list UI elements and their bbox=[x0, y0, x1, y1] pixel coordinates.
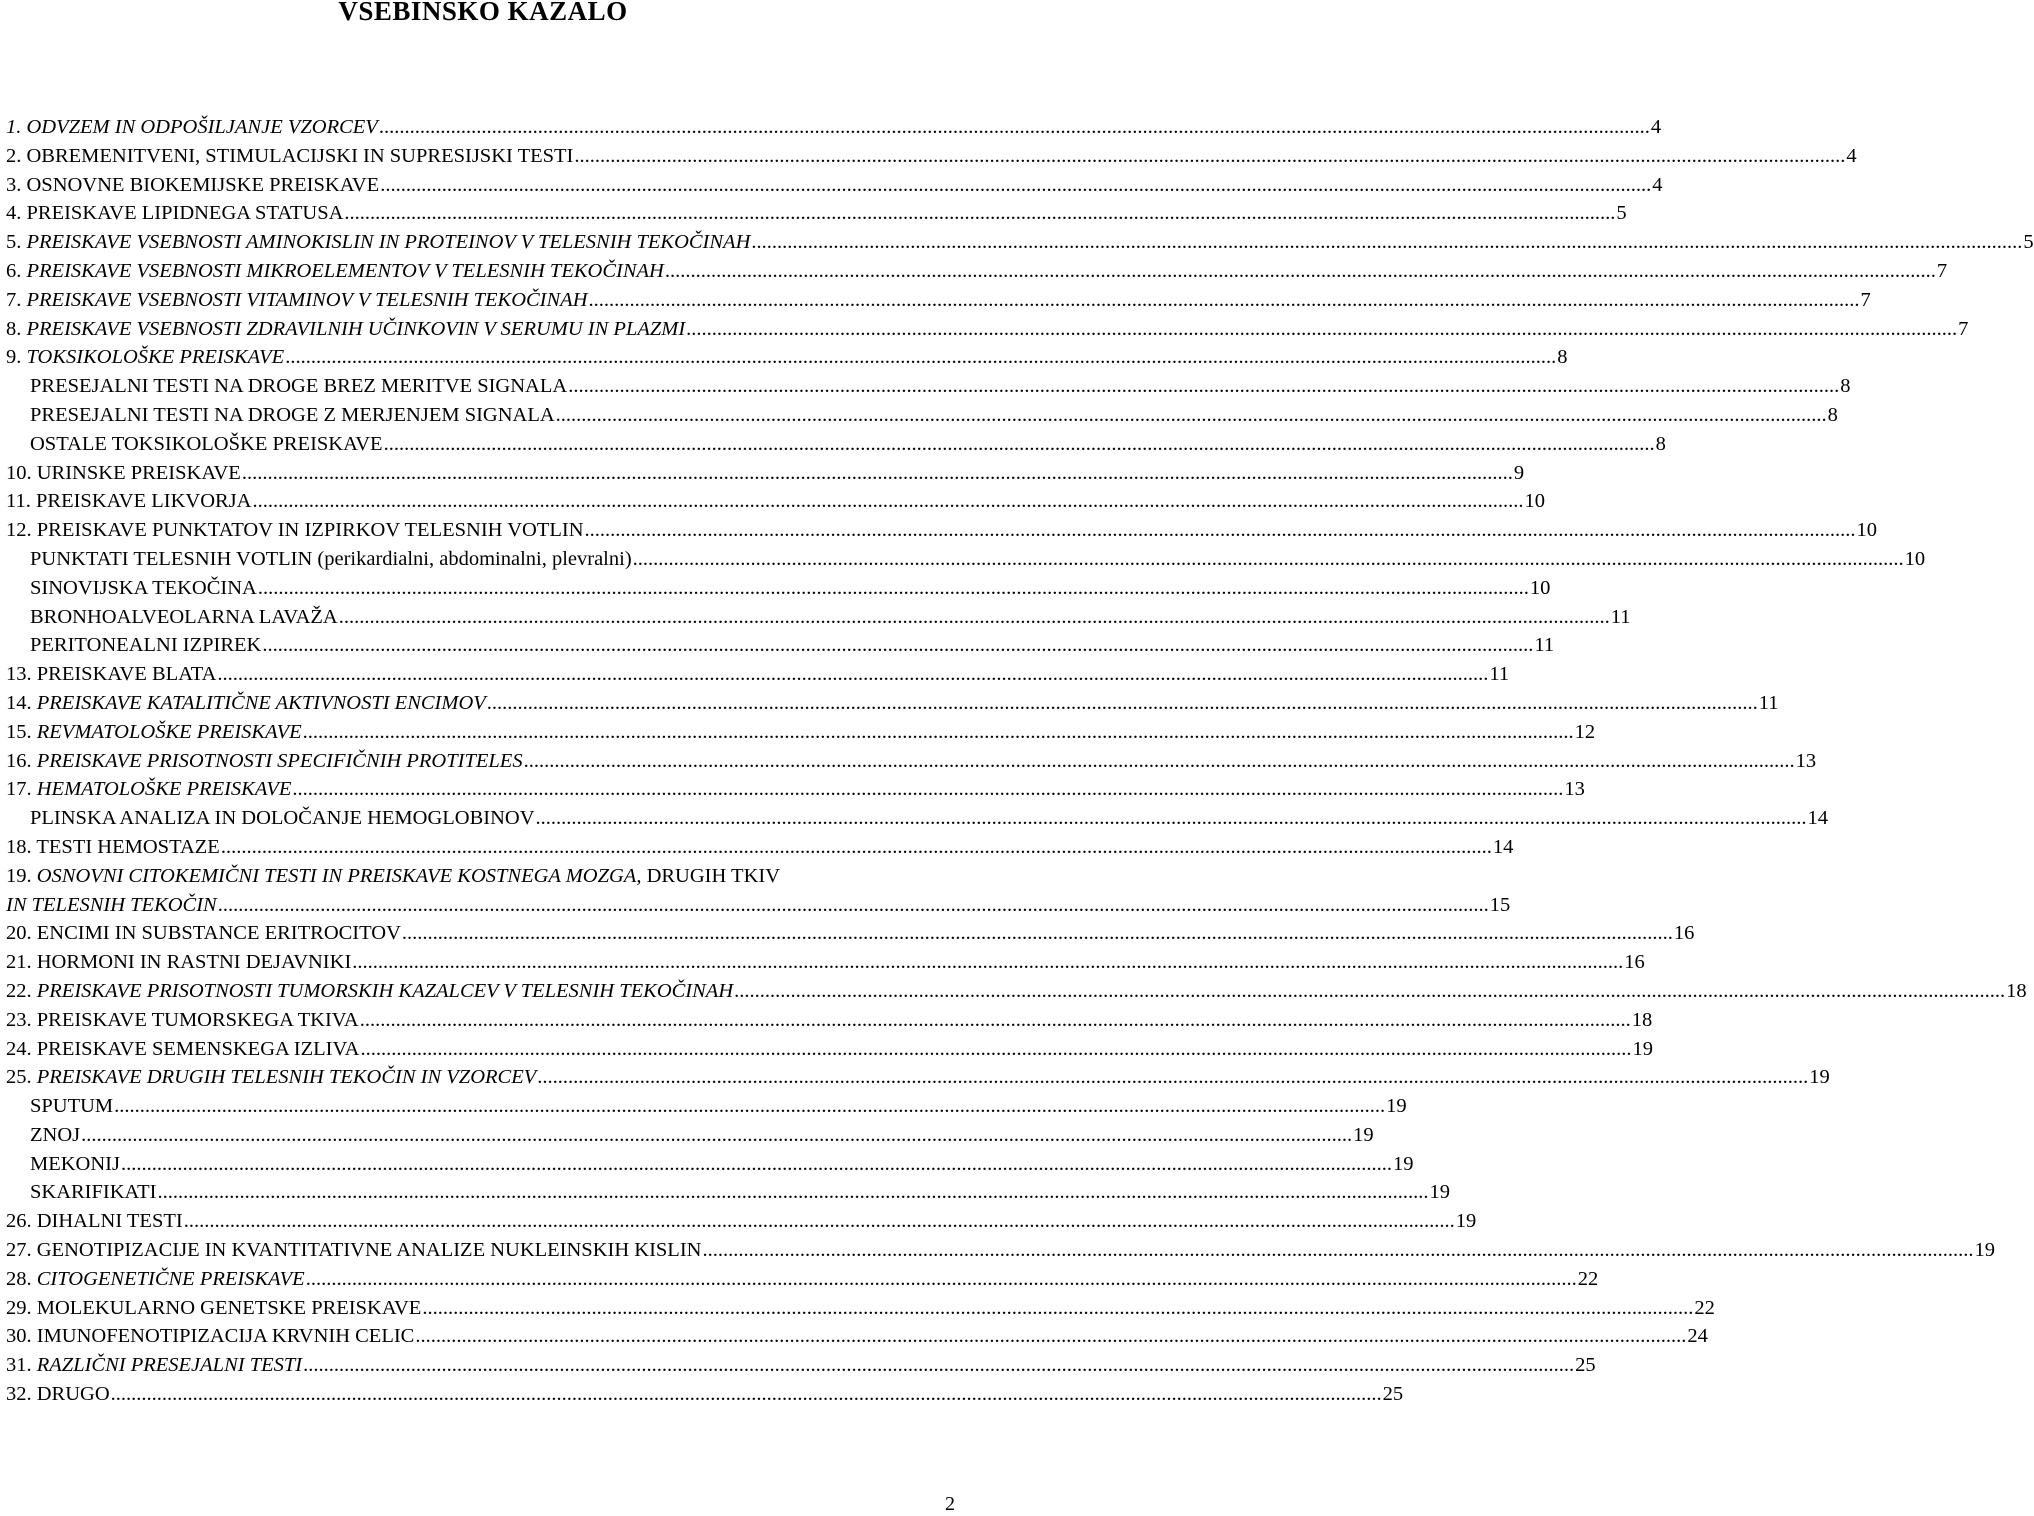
toc-entry-title-cont: DRUGIH TKIV bbox=[641, 864, 781, 887]
toc-entry[interactable] bbox=[6, 459, 1525, 488]
toc-entry-title: IMUNOFENOTIPIZACIJA KRVNIH CELIC bbox=[36, 1325, 415, 1348]
dot-leader bbox=[384, 430, 1655, 459]
document-title: VSEBINSKO KAZALO bbox=[338, 0, 628, 26]
toc-entry-number: 27. bbox=[6, 1239, 37, 1262]
toc-subentry[interactable] bbox=[6, 1092, 1407, 1121]
dot-leader bbox=[344, 199, 1615, 228]
toc-entry-page: 10 bbox=[1524, 490, 1545, 513]
toc-entry[interactable] bbox=[6, 1380, 1404, 1409]
dot-leader bbox=[665, 257, 1936, 286]
toc-entry[interactable] bbox=[6, 1322, 1708, 1351]
toc-entry-number: 11. bbox=[6, 490, 36, 513]
dot-leader bbox=[285, 343, 1556, 372]
toc-entry-title: HEMATOLOŠKE PREISKAVE bbox=[36, 778, 292, 801]
toc-entry-title: PREISKAVE DRUGIH TELESNIH TEKOČIN IN VZORCEV bbox=[36, 1066, 537, 1089]
toc-entry-page: 4 bbox=[1650, 116, 1662, 138]
toc-entry-page: 5 bbox=[2023, 231, 2034, 254]
toc-subentry[interactable] bbox=[6, 603, 1631, 632]
toc-entry-title: TOKSIKOLOŠKE PREISKAVE bbox=[26, 346, 285, 369]
toc-entry-page: 14 bbox=[1492, 835, 1514, 858]
toc-entry-title: PREISKAVE SEMENSKEGA IZLIVA bbox=[36, 1037, 360, 1060]
dot-leader bbox=[536, 804, 1807, 833]
toc-subentry[interactable] bbox=[6, 430, 1666, 459]
toc-entry-number: 22. bbox=[6, 979, 37, 1002]
toc-entry-number: 28. bbox=[6, 1267, 37, 1290]
toc-entry[interactable] bbox=[6, 286, 1871, 315]
dot-leader bbox=[242, 459, 1513, 488]
dot-leader bbox=[121, 1150, 1392, 1179]
dot-leader bbox=[81, 1121, 1352, 1150]
toc-entry-page: 19 bbox=[1429, 1181, 1450, 1204]
toc-entry-number: 3. bbox=[6, 173, 27, 196]
toc-entry-page: 7 bbox=[1936, 259, 1948, 282]
toc-entry[interactable] bbox=[6, 689, 1779, 718]
toc-subentry[interactable] bbox=[6, 545, 1926, 574]
toc-entry[interactable] bbox=[6, 142, 1857, 171]
toc-entry-page: 8 bbox=[1557, 346, 1568, 369]
toc-entry-title: PREISKAVE VSEBNOSTI ZDRAVILNIH UČINKOVIN V SERUMU IN PLAZMI bbox=[26, 317, 686, 340]
toc-entry[interactable] bbox=[6, 315, 1969, 344]
toc-entry-page: 11 bbox=[1758, 691, 1779, 714]
toc-entry-title: OSTALE TOKSIKOLOŠKE PREISKAVE bbox=[30, 432, 383, 455]
toc-subentry[interactable] bbox=[6, 1150, 1414, 1179]
dot-leader bbox=[402, 919, 1673, 948]
toc-entry-page: 11 bbox=[1610, 605, 1631, 628]
toc-entry-page: 22 bbox=[1694, 1296, 1715, 1319]
dot-leader bbox=[303, 1351, 1574, 1380]
dot-leader bbox=[114, 1092, 1385, 1121]
toc-entry-number: 20. bbox=[6, 922, 37, 945]
toc-entry-page: 10 bbox=[1856, 519, 1878, 542]
toc-entry-page: 25 bbox=[1575, 1354, 1596, 1377]
toc-entry-title: PREISKAVE KATALITIČNE AKTIVNOSTI ENCIMOV bbox=[36, 691, 486, 714]
toc-entry[interactable] bbox=[6, 113, 1662, 142]
toc-entry-page: 4 bbox=[1846, 144, 1857, 167]
dot-leader bbox=[415, 1322, 1686, 1351]
toc-entry-number: 15. bbox=[6, 720, 37, 743]
toc-entry-title: PREISKAVE LIPIDNEGA STATUSA bbox=[26, 202, 344, 225]
dot-leader bbox=[568, 372, 1839, 401]
toc-entry-page: 7 bbox=[1860, 288, 1871, 311]
dot-leader bbox=[524, 747, 1795, 776]
toc-entry-number: 31. bbox=[6, 1354, 37, 1377]
dot-leader bbox=[380, 171, 1651, 200]
toc-entry-number: 30. bbox=[6, 1325, 37, 1348]
toc-entry-page: 16 bbox=[1673, 922, 1695, 945]
dot-leader bbox=[751, 228, 2022, 257]
toc-entry-page: 16 bbox=[1624, 951, 1645, 974]
toc-entry-title: PREISKAVE PUNKTATOV IN IZPIRKOV TELESNIH VOTLIN bbox=[36, 519, 584, 542]
toc-entry-page: 24 bbox=[1687, 1325, 1708, 1348]
toc-entry[interactable] bbox=[6, 660, 1510, 689]
toc-entry-number: 7. bbox=[6, 288, 27, 311]
toc-entry-number: 16. bbox=[6, 749, 37, 772]
toc-entry[interactable] bbox=[6, 775, 1585, 804]
toc-entry[interactable] bbox=[6, 1063, 1830, 1092]
toc-entry-title: PERITONEALNI IZPIREK bbox=[30, 634, 262, 657]
toc-entry[interactable] bbox=[6, 1351, 1596, 1380]
toc-entry-title: PREISKAVE PRISOTNOSTI TUMORSKIH KAZALCEV V TELESNIH TEKOČINAH bbox=[36, 979, 734, 1002]
toc-entry[interactable] bbox=[6, 948, 1645, 977]
toc-subentry[interactable] bbox=[6, 1121, 1374, 1150]
toc-entry-line bbox=[6, 862, 962, 891]
toc-entry-title: PUNKTATI TELESNIH VOTLIN (perikardialni, abdominalni, plevralni) bbox=[30, 547, 632, 570]
toc-entry-page: 19 bbox=[1632, 1037, 1653, 1060]
toc-entry-title: PREISKAVE BLATA bbox=[36, 663, 217, 686]
toc-entry-page: 18 bbox=[2006, 979, 2027, 1002]
toc-entry-number: 10. bbox=[6, 461, 37, 484]
toc-entry[interactable] bbox=[6, 199, 1627, 228]
dot-leader bbox=[574, 142, 1845, 171]
toc-entry-page: 19 bbox=[1392, 1152, 1414, 1175]
toc-entry-number: 8. bbox=[6, 317, 27, 340]
toc-entry-number: 17. bbox=[6, 778, 37, 801]
toc-entry-title: RAZLIČNI PRESEJALNI TESTI bbox=[36, 1354, 303, 1377]
toc-entry-number: 24. bbox=[6, 1037, 37, 1060]
toc-entry-page: 4 bbox=[1652, 173, 1663, 196]
toc-subentry[interactable] bbox=[6, 631, 1555, 660]
toc-entry-page: 13 bbox=[1564, 778, 1585, 801]
toc-entry-title: HORMONI IN RASTNI DEJAVNIKI bbox=[36, 951, 352, 974]
dot-leader bbox=[262, 631, 1533, 660]
toc-entry-title: URINSKE PREISKAVE bbox=[36, 461, 241, 484]
dot-leader bbox=[258, 574, 1529, 603]
toc-subentry[interactable] bbox=[6, 372, 1851, 401]
toc-entry-page: 19 bbox=[1809, 1066, 1830, 1089]
toc-entry[interactable] bbox=[6, 891, 1511, 920]
toc-entry[interactable] bbox=[6, 747, 1817, 776]
toc-entry-title: MOLEKULARNO GENETSKE PREISKAVE bbox=[36, 1296, 422, 1319]
toc-entry-number: 29. bbox=[6, 1296, 37, 1319]
toc-entry-number: 23. bbox=[6, 1008, 37, 1031]
toc-entry-page: 25 bbox=[1382, 1383, 1404, 1406]
dot-leader bbox=[487, 689, 1758, 718]
toc-entry-page: 15 bbox=[1489, 893, 1511, 916]
toc-entry-page: 13 bbox=[1795, 749, 1817, 772]
dot-leader bbox=[217, 660, 1488, 689]
dot-leader bbox=[379, 113, 1650, 142]
toc-entry-page: 8 bbox=[1655, 432, 1666, 455]
toc-entry-title: SPUTUM bbox=[30, 1095, 114, 1118]
toc-entry-title: PREISKAVE VSEBNOSTI AMINOKISLIN IN PROTEINOV V TELESNIH TEKOČINAH bbox=[26, 231, 751, 254]
toc-entry-title: DRUGO bbox=[36, 1383, 110, 1406]
toc-entry-number: 4. bbox=[6, 202, 27, 225]
dot-leader bbox=[292, 775, 1563, 804]
toc-entry-title: SKARIFIKATI bbox=[30, 1181, 157, 1204]
toc-subentry[interactable] bbox=[6, 804, 1829, 833]
toc-entry-number: 21. bbox=[6, 951, 37, 974]
page-number: 2 bbox=[945, 1493, 955, 1515]
toc-entry[interactable] bbox=[6, 718, 1596, 747]
toc-entry-number: 12. bbox=[6, 519, 37, 542]
toc-entry-page: 22 bbox=[1577, 1267, 1599, 1290]
dot-leader bbox=[303, 718, 1574, 747]
dot-leader bbox=[686, 315, 1957, 344]
toc-entry[interactable] bbox=[6, 1006, 1653, 1035]
toc-entry-page: 5 bbox=[1616, 202, 1627, 225]
dot-leader bbox=[585, 516, 1856, 545]
dot-leader bbox=[306, 1265, 1577, 1294]
toc-entry-title: ENCIMI IN SUBSTANCE ERITROCITOV bbox=[36, 922, 401, 945]
toc-entry[interactable] bbox=[6, 228, 2034, 257]
toc-entry-number: 5. bbox=[6, 231, 27, 254]
toc-subentry[interactable] bbox=[6, 1178, 1450, 1207]
toc-entry-title: GENOTIPIZACIJE IN KVANTITATIVNE ANALIZE NUKLEINSKIH KISLIN bbox=[36, 1239, 702, 1262]
toc-entry-number: 25. bbox=[6, 1066, 37, 1089]
toc-entry[interactable] bbox=[6, 977, 2027, 1006]
toc-entry-title: MEKONIJ bbox=[30, 1152, 120, 1175]
dot-leader bbox=[734, 977, 2005, 1006]
toc-entry-number: 2. bbox=[6, 144, 27, 167]
toc-entry-number: 6. bbox=[6, 259, 27, 282]
toc-entry-title: OBREMENITVENI, STIMULACIJSKI IN SUPRESIJSKI TESTI bbox=[26, 144, 574, 167]
toc-entry[interactable] bbox=[6, 487, 1545, 516]
toc-entry-page: 19 bbox=[1974, 1239, 1995, 1262]
dot-leader bbox=[352, 948, 1623, 977]
toc-entry-title: PREISKAVE PRISOTNOSTI SPECIFIČNIH PROTITELES bbox=[36, 749, 523, 772]
dot-leader bbox=[537, 1063, 1808, 1092]
toc-entry-title: ZNOJ bbox=[30, 1123, 81, 1146]
dot-leader bbox=[360, 1006, 1631, 1035]
toc-entry[interactable] bbox=[6, 1265, 1599, 1294]
dot-leader bbox=[702, 1236, 1973, 1265]
toc-entry-title: SINOVIJSKA TEKOČINA bbox=[30, 576, 257, 599]
toc-entry-page: 11 bbox=[1489, 663, 1510, 686]
toc-entry-title: BRONHOALVEOLARNA LAVAŽA bbox=[30, 605, 338, 628]
toc-entry-page: 7 bbox=[1958, 317, 1969, 340]
dot-leader bbox=[218, 891, 1489, 920]
toc-entry-title: CITOGENETIČNE PREISKAVE bbox=[36, 1267, 305, 1290]
toc-entry-page: 8 bbox=[1840, 375, 1851, 398]
toc-entry-title: PREISKAVE TUMORSKEGA TKIVA bbox=[36, 1008, 359, 1031]
toc-entry-page: 12 bbox=[1574, 720, 1596, 743]
toc-entry[interactable] bbox=[6, 171, 1663, 200]
toc-entry-title: PREISKAVE VSEBNOSTI VITAMINOV V TELESNIH TEKOČINAH bbox=[26, 288, 588, 311]
toc-entry-number: 14. bbox=[6, 691, 37, 714]
toc-entry-title: PREISKAVE LIKVORJA bbox=[36, 490, 252, 513]
dot-leader bbox=[589, 286, 1860, 315]
toc-entry-number: 9. bbox=[6, 346, 27, 369]
toc-entry-page: 14 bbox=[1807, 807, 1829, 830]
toc-subentry[interactable] bbox=[6, 574, 1551, 603]
toc-entry-page: 9 bbox=[1513, 461, 1525, 484]
toc-entry-page: 10 bbox=[1904, 547, 1926, 570]
toc-entry-number: 26. bbox=[6, 1210, 37, 1233]
toc-entry[interactable] bbox=[6, 1236, 1995, 1265]
toc-entry-title: PRESEJALNI TESTI NA DROGE BREZ MERITVE SIGNALA bbox=[30, 375, 568, 398]
toc-entry-title: PRESEJALNI TESTI NA DROGE Z MERJENJEM SIGNALA bbox=[30, 403, 555, 426]
toc-subentry[interactable] bbox=[6, 401, 1838, 430]
dot-leader bbox=[422, 1294, 1693, 1323]
toc-entry-page: 19 bbox=[1353, 1123, 1374, 1146]
dot-leader bbox=[111, 1380, 1382, 1409]
toc-entry-page: 18 bbox=[1631, 1008, 1653, 1031]
toc-entry[interactable] bbox=[6, 516, 1878, 545]
toc-entry-title: TESTI HEMOSTAZE bbox=[36, 835, 220, 858]
toc-entry-number: 19. bbox=[6, 864, 37, 887]
toc-entry-page: 8 bbox=[1827, 403, 1838, 426]
toc-entry-title: OSNOVNI CITOKEMIČNI TESTI IN PREISKAVE KOSTNEGA MOZGA, bbox=[36, 864, 642, 887]
toc-entry-number: 32. bbox=[6, 1383, 37, 1406]
dot-leader bbox=[184, 1207, 1455, 1236]
toc-entry-page: 11 bbox=[1534, 634, 1555, 657]
dot-leader bbox=[360, 1035, 1631, 1064]
toc-entry[interactable] bbox=[6, 1035, 1653, 1064]
toc-entry-page: 19 bbox=[1386, 1095, 1407, 1118]
dot-leader bbox=[252, 487, 1523, 516]
toc-entry-title: ODVZEM IN ODPOŠILJANJE VZORCEV bbox=[26, 116, 378, 138]
dot-leader bbox=[633, 545, 1904, 574]
toc-entry[interactable] bbox=[6, 919, 1695, 948]
toc-entry-page: 19 bbox=[1455, 1210, 1477, 1233]
toc-entry-title: PLINSKA ANALIZA IN DOLOČANJE HEMOGLOBINOV bbox=[30, 807, 535, 830]
dot-leader bbox=[556, 401, 1827, 430]
toc-entry-title: DIHALNI TESTI bbox=[36, 1210, 183, 1233]
toc-entry[interactable] bbox=[6, 833, 1514, 862]
toc-entry-title: PREISKAVE VSEBNOSTI MIKROELEMENTOV V TELESNIH TEKOČINAH bbox=[26, 259, 664, 282]
toc-entry-title: OSNOVNE BIOKEMIJSKE PREISKAVE bbox=[26, 173, 380, 196]
toc-entry[interactable] bbox=[6, 343, 1568, 372]
dot-leader bbox=[339, 603, 1610, 632]
dot-leader bbox=[157, 1178, 1428, 1207]
toc-entry-number: 1. bbox=[6, 116, 27, 138]
toc-entry[interactable] bbox=[6, 257, 1948, 286]
dot-leader bbox=[221, 833, 1492, 862]
toc-entry[interactable] bbox=[6, 1207, 1477, 1236]
toc-entry-title: REVMATOLOŠKE PREISKAVE bbox=[36, 720, 302, 743]
toc-entry-title: IN TELESNIH TEKOČIN bbox=[6, 893, 217, 916]
toc-entry-number: 13. bbox=[6, 663, 37, 686]
toc-entry-page: 10 bbox=[1529, 576, 1551, 599]
table-of-contents bbox=[6, 113, 2034, 1409]
toc-entry[interactable] bbox=[6, 1294, 1715, 1323]
toc-entry-number: 18. bbox=[6, 835, 37, 858]
